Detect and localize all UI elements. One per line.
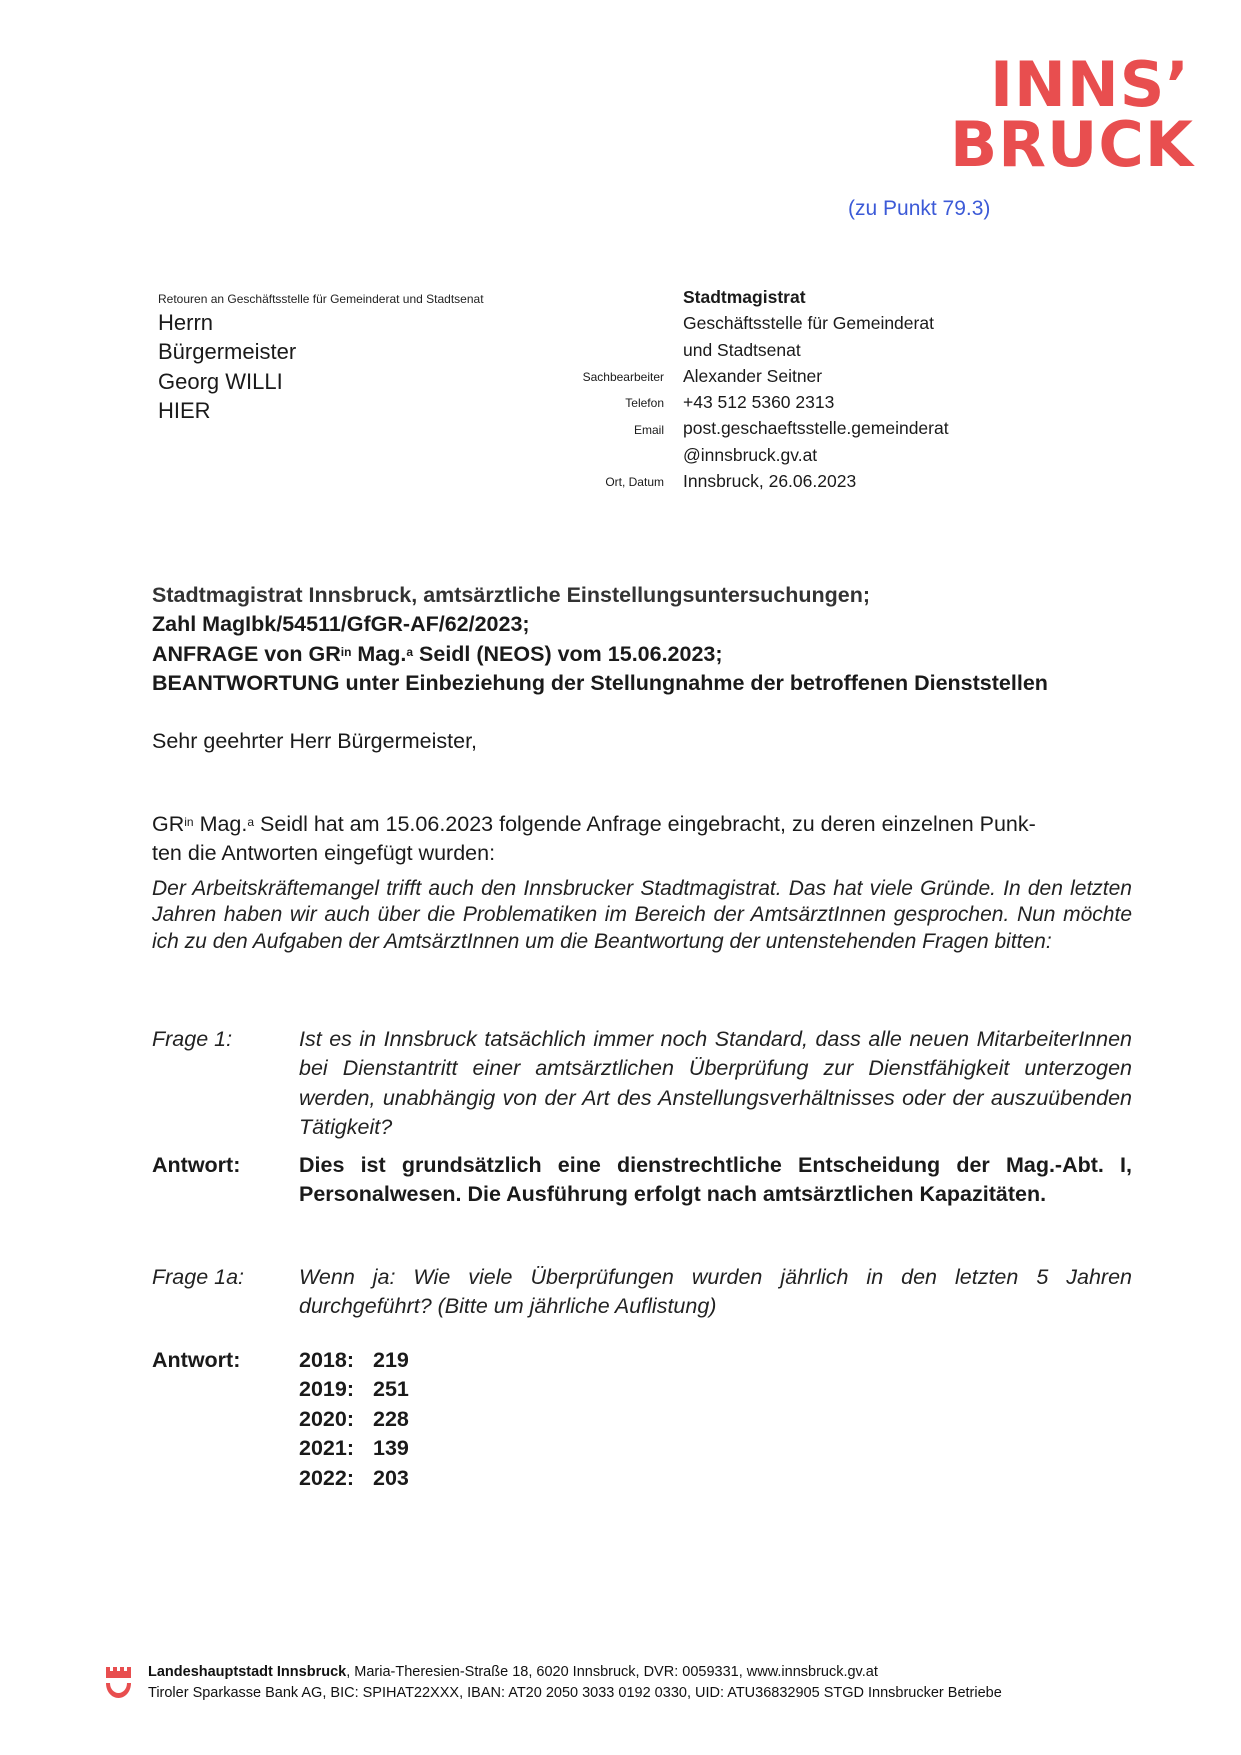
recipient-line: Georg WILLI: [158, 368, 283, 394]
intro-text: GR: [152, 812, 185, 836]
sender-clerk: Alexander Seitner: [683, 365, 823, 386]
agenda-point: (zu Punkt 79.3): [848, 197, 991, 220]
innsbruck-logo: [950, 48, 1194, 181]
year-row: [299, 1346, 409, 1375]
subject-text: ANFRAGE von GR: [152, 641, 341, 666]
year-row: [299, 1464, 409, 1493]
recipient-line: Herrn: [158, 310, 214, 335]
recipient-address: [158, 308, 296, 425]
year-row: [299, 1434, 409, 1463]
sender-email-domain: @innsbruck.gv.at: [683, 444, 818, 465]
count: 219: [373, 1348, 409, 1372]
subject-text: Seidl (NEOS) vom 15.06.2023;: [413, 641, 723, 666]
count: 251: [373, 1377, 409, 1402]
subject-text: Mag.: [351, 641, 407, 666]
intro-sup: in: [184, 815, 194, 829]
intro-paragraph: [152, 810, 1132, 869]
label-clerk: Sachbearbeiter: [582, 370, 664, 384]
year: 2018:: [299, 1348, 354, 1372]
intro-line: [152, 810, 1132, 839]
recipient-line: Bürgermeister: [158, 339, 297, 365]
count: 203: [373, 1465, 409, 1490]
subject-line: Stadtmagistrat Innsbruck, amtsärztliche Einstellungsuntersuchungen;: [152, 583, 870, 607]
footer-line: [148, 1662, 1002, 1683]
answer-1: [152, 1151, 1132, 1210]
sender-dept: und Stadtsenat: [683, 339, 801, 360]
return-address: Retouren an Geschäftsstelle für Gemeinderat und Stadtsenat: [158, 292, 484, 306]
sender-email: post.geschaeftsstelle.gemeinderat: [683, 418, 949, 439]
question-label: Frage 1a:: [152, 1265, 245, 1289]
question-1a: [152, 1263, 1132, 1322]
question-1: [152, 1025, 1132, 1143]
logo-line-2: BRUCK: [950, 108, 1194, 181]
sender-dept: Geschäftsstelle für Gemeinderat: [683, 313, 934, 334]
year: 2021:: [299, 1436, 354, 1461]
greeting: Sehr geehrter Herr Bürgermeister,: [152, 729, 478, 753]
subject-sup: in: [340, 644, 352, 659]
year-row: [299, 1405, 409, 1434]
year-row: [299, 1375, 409, 1404]
subject-line: [152, 640, 1048, 669]
sender-phone: +43 512 5360 2313: [683, 392, 835, 413]
subject-line: BEANTWORTUNG unter Einbeziehung der Stellungnahme der betroffenen Dienststellen: [152, 671, 1048, 696]
sender-labels: [540, 364, 664, 495]
intro-sup: a: [247, 815, 255, 829]
question-text: Wenn ja: Wie viele Überprüfungen wurden jährlich in den letzten 5 Jahren durchgeführt? (Bitte um jährliche Auflistung): [299, 1265, 1132, 1319]
logo-line-1: INNS’: [989, 48, 1190, 121]
footer-line: Tiroler Sparkasse Bank AG, BIC: SPIHAT22XXX, IBAN: AT20 2050 3033 0192 0330, UID: ATU36832905 STGD Innsbrucker Betriebe: [148, 1685, 1002, 1701]
city-crest-icon: [104, 1665, 132, 1699]
sender-date: Innsbruck, 26.06.2023: [683, 471, 857, 492]
label-email: Email: [633, 422, 664, 437]
answer-label: Antwort:: [152, 1348, 241, 1372]
sender-info: [683, 284, 949, 494]
yearly-counts: [299, 1346, 409, 1493]
inquiry-quote: Der Arbeitskräftemangel trifft auch den Innsbrucker Stadtmagistrat. Das hat viele Gründe. In den letzten Jahren haben wir auch über die Problematiken im Bereich der AmtsärztInnen gesprochen. Nun möchte ich zu den Aufgaben der AmtsärztInnen um die Beantwortung der untenstehenden Fragen bitten:: [152, 877, 1132, 953]
subject-sup: a: [406, 644, 414, 659]
year: 2020:: [299, 1406, 354, 1431]
intro-text: Mag.: [193, 812, 248, 836]
question-label: Frage 1:: [152, 1027, 233, 1051]
year: 2022:: [299, 1465, 354, 1490]
count: 228: [373, 1406, 409, 1431]
footer-org: Landeshauptstadt Innsbruck: [148, 1664, 347, 1680]
answer-label: Antwort:: [152, 1153, 241, 1177]
footer-address: , Maria-Theresien-Straße 18, 6020 Innsbruck, DVR: 0059331, www.innsbruck.gv.at: [346, 1664, 878, 1680]
sender-org: Stadtmagistrat: [683, 287, 806, 307]
answer-text: Dies ist grundsätzlich eine dienstrechtliche Entscheidung der Mag.-Abt. I, Personalwesen. Die Ausführung erfolgt nach amtsärztlichen Kapazitäten.: [299, 1153, 1132, 1207]
subject-block: [152, 581, 1048, 699]
footer: [148, 1662, 1002, 1704]
label-spacer: [540, 443, 664, 469]
intro-line: ten die Antworten eingefügt wurden:: [152, 841, 496, 866]
subject-line: Zahl MagIbk/54511/GfGR-AF/62/2023;: [152, 612, 530, 637]
count: 139: [373, 1436, 409, 1461]
question-text: Ist es in Innsbruck tatsächlich immer noch Standard, dass alle neuen MitarbeiterInnen bei Dienstantritt einer amtsärztlichen Überprüfung zur Dienstfähigkeit unterzogen werden, unabhängig von der Art des Anstellungsverhältnisses oder der auszuübenden Tätigkeit?: [299, 1027, 1132, 1140]
intro-text: Seidl hat am 15.06.2023 folgende Anfrage eingebracht, zu deren einzelnen Punk-: [254, 812, 1036, 836]
recipient-line: HIER: [158, 397, 211, 423]
label-phone: Telefon: [625, 396, 664, 411]
year: 2019:: [299, 1377, 354, 1402]
label-date: Ort, Datum: [605, 475, 664, 490]
